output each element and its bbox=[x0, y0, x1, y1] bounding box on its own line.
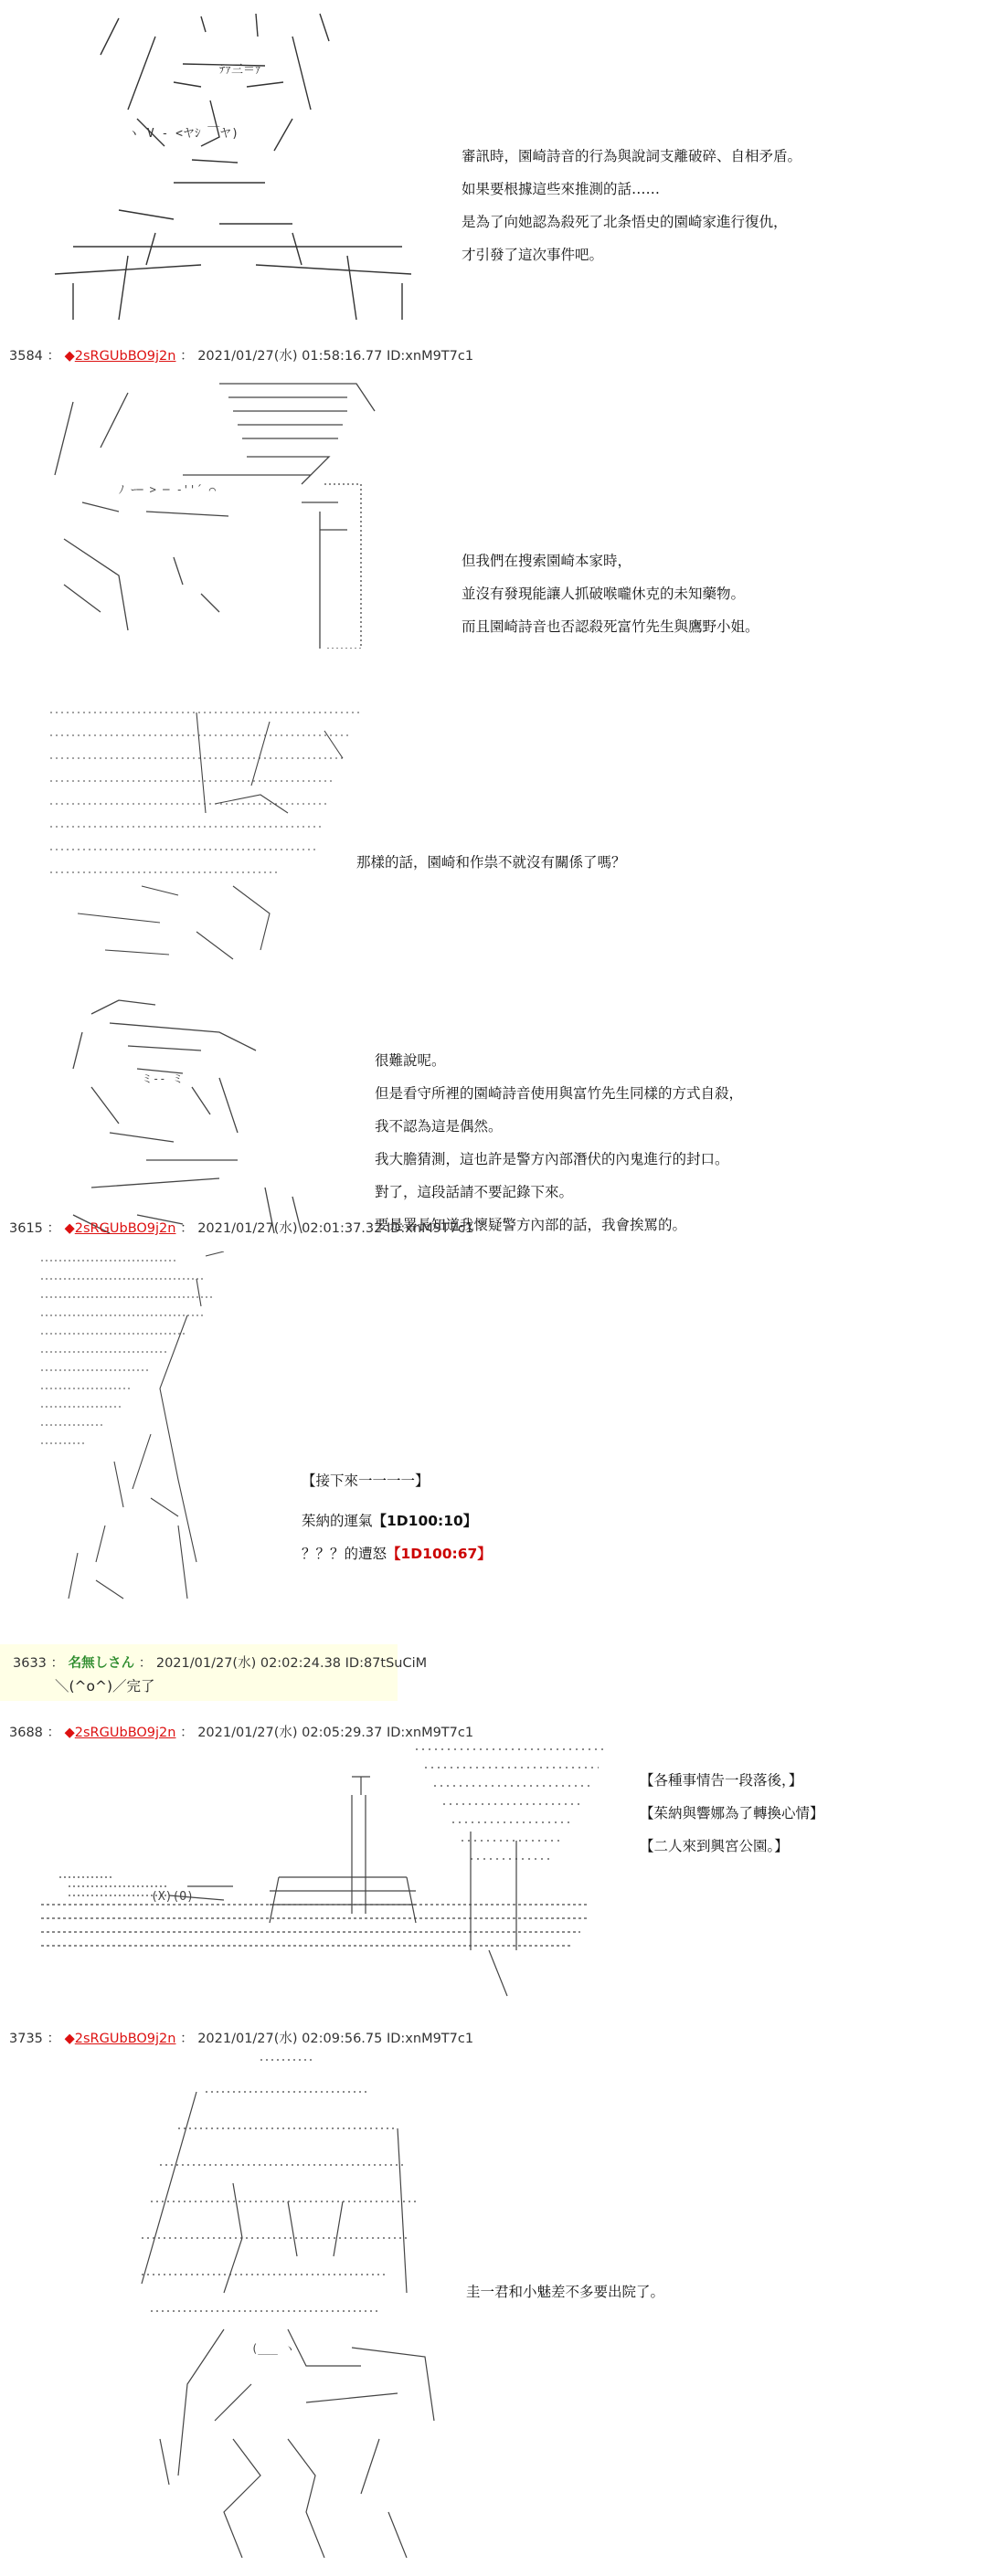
line: 如果要根據這些來推測的話…… bbox=[462, 181, 661, 197]
post-number[interactable]: 3584 bbox=[9, 349, 43, 364]
ascii-art-man-hand-on-chin bbox=[55, 996, 338, 1242]
line: 要是署長知道我懷疑警方內部的話，我會挨罵的。 bbox=[375, 1217, 687, 1233]
line: 圭一君和小魅差不多要出院了。 bbox=[466, 2284, 665, 2300]
post-meta: 2021/01/27(水) 02:01:37.32 ID:xnM9T7c1 bbox=[197, 1221, 474, 1236]
svg-text:(___ ヽ: (___ ヽ bbox=[251, 2342, 296, 2355]
svg-text:(X)(O): (X)(O) bbox=[151, 1890, 194, 1904]
post-header: 3584 ： ◆2sRGUbBO9j2n ： 2021/01/27(水) 01:58:16.77 ID:xnM9T7c1 bbox=[9, 349, 474, 364]
line: 但我們在搜索園崎本家時， bbox=[462, 553, 632, 569]
text-block-3584-a bbox=[462, 551, 759, 649]
svg-text:ﾃｧ三＝ｧ: ﾃｧ三＝ｧ bbox=[219, 63, 261, 77]
diamond-icon: ◆ bbox=[64, 1221, 75, 1236]
text-block-3615 bbox=[302, 1471, 492, 1577]
post-meta: 2021/01/27(水) 02:02:24.38 ID:87tSuCiM bbox=[155, 1656, 428, 1671]
post-header: 3688 ： ◆2sRGUbBO9j2n ： 2021/01/27(水) 02:05:29.37 ID:xnM9T7c1 bbox=[9, 1726, 474, 1740]
text-block-3584-b bbox=[356, 852, 626, 885]
diamond-icon: ◆ bbox=[64, 349, 75, 364]
line: 【二人來到興宮公園。】 bbox=[640, 1838, 789, 1854]
ascii-art-girl-portrait bbox=[50, 703, 370, 968]
post-header: 3615 ： ◆2sRGUbBO9j2n ： 2021/01/27(水) 02:01:37.32 ID:xnM9T7c1 bbox=[9, 1221, 474, 1236]
line: 【茱納與響娜為了轉換心情】 bbox=[640, 1805, 824, 1821]
ascii-art-standing-figure bbox=[41, 1251, 260, 1617]
ascii-art-park-scene bbox=[41, 1740, 635, 2014]
post-number[interactable]: 3688 bbox=[9, 1726, 43, 1740]
post-header: 3735 ： ◆2sRGUbBO9j2n ： 2021/01/27(水) 02:09:56.75 ID:xnM9T7c1 bbox=[9, 2032, 474, 2046]
line: 很難說呢。 bbox=[375, 1052, 446, 1069]
post-header: 3633 ： 名無しさん ： 2021/01/27(水) 02:02:24.38 ID:87tSuCiM bbox=[13, 1656, 428, 1671]
post-meta: 2021/01/27(水) 02:09:56.75 ID:xnM9T7c1 bbox=[197, 2032, 474, 2046]
poster-trip[interactable]: 2sRGUbBO9j2n bbox=[74, 2032, 176, 2046]
line: 【各種事情告一段落後，】 bbox=[640, 1772, 803, 1789]
poster-name[interactable]: 名無しさん bbox=[68, 1656, 135, 1671]
reply-post bbox=[0, 1644, 428, 1701]
ascii-art-detective bbox=[18, 0, 448, 329]
poster-trip[interactable]: 2sRGUbBO9j2n bbox=[74, 1726, 176, 1740]
diamond-icon: ◆ bbox=[64, 2032, 75, 2046]
poster-trip[interactable]: 2sRGUbBO9j2n bbox=[74, 349, 176, 364]
diamond-icon: ◆ bbox=[64, 1726, 75, 1740]
post-number[interactable]: 3633 bbox=[13, 1656, 47, 1671]
dice-row-fate bbox=[302, 1544, 492, 1564]
line: 我大膽猜測，這也許是警方內部潛伏的內鬼進行的封口。 bbox=[375, 1151, 729, 1167]
line: 但是看守所裡的園崎詩音使用與富竹先生同樣的方式自殺， bbox=[375, 1085, 744, 1102]
line: 是為了向她認為殺死了北条悟史的園崎家進行復仇， bbox=[462, 214, 788, 230]
line: 才引發了這次事件吧。 bbox=[462, 247, 604, 263]
text-block-s1 bbox=[462, 146, 801, 278]
post-number[interactable]: 3615 bbox=[9, 1221, 43, 1236]
post-number[interactable]: 3735 bbox=[9, 2032, 43, 2046]
svg-text:ﾉ ｰ─ > ─ ‐''´ ⌒: ﾉ ｰ─ > ─ ‐''´ ⌒ bbox=[119, 483, 216, 496]
bracket-line: 【接下來一一一一】 bbox=[302, 1473, 430, 1489]
luck-dice: 【1D100:10】 bbox=[372, 1513, 478, 1529]
reply-body: ＼(^o^)／完了 bbox=[55, 1678, 155, 1694]
text-block-3735 bbox=[466, 2282, 664, 2315]
line: 對了，這段話請不要記錄下來。 bbox=[375, 1184, 574, 1200]
svg-text:ミ‐‐ ミ: ミ‐‐ ミ bbox=[142, 1072, 184, 1085]
line: 我不認為這是偶然。 bbox=[375, 1118, 503, 1135]
svg-text:ヽ V - <ヤｼ ￣ヤ): ヽ V - <ヤｼ ￣ヤ) bbox=[128, 127, 239, 141]
line: 而且園崎詩音也否認殺死富竹先生與鷹野小姐。 bbox=[462, 618, 759, 635]
luck-label: 茱納的運氣 bbox=[302, 1513, 373, 1529]
fate-dice: 【1D100:67】 bbox=[387, 1546, 492, 1562]
line: 審訊時，園崎詩音的行為與說詞支離破碎、自相矛盾。 bbox=[462, 148, 802, 164]
line: 那樣的話，園崎和作祟不就沒有關係了嗎？ bbox=[356, 854, 626, 871]
line: 並沒有發現能讓人抓破喉嚨休克的未知藥物。 bbox=[462, 586, 746, 602]
poster-trip[interactable]: 2sRGUbBO9j2n bbox=[74, 1221, 176, 1236]
post-meta: 2021/01/27(水) 01:58:16.77 ID:xnM9T7c1 bbox=[197, 349, 474, 364]
post-meta: 2021/01/27(水) 02:05:29.37 ID:xnM9T7c1 bbox=[197, 1726, 474, 1740]
text-block-3688 bbox=[640, 1770, 824, 1869]
fate-label: ？？？的遭怒 bbox=[302, 1546, 387, 1562]
ascii-art-girl-sitting bbox=[105, 2055, 452, 2567]
dice-row-luck bbox=[302, 1511, 492, 1531]
ascii-art-man-with-glass bbox=[46, 375, 411, 649]
